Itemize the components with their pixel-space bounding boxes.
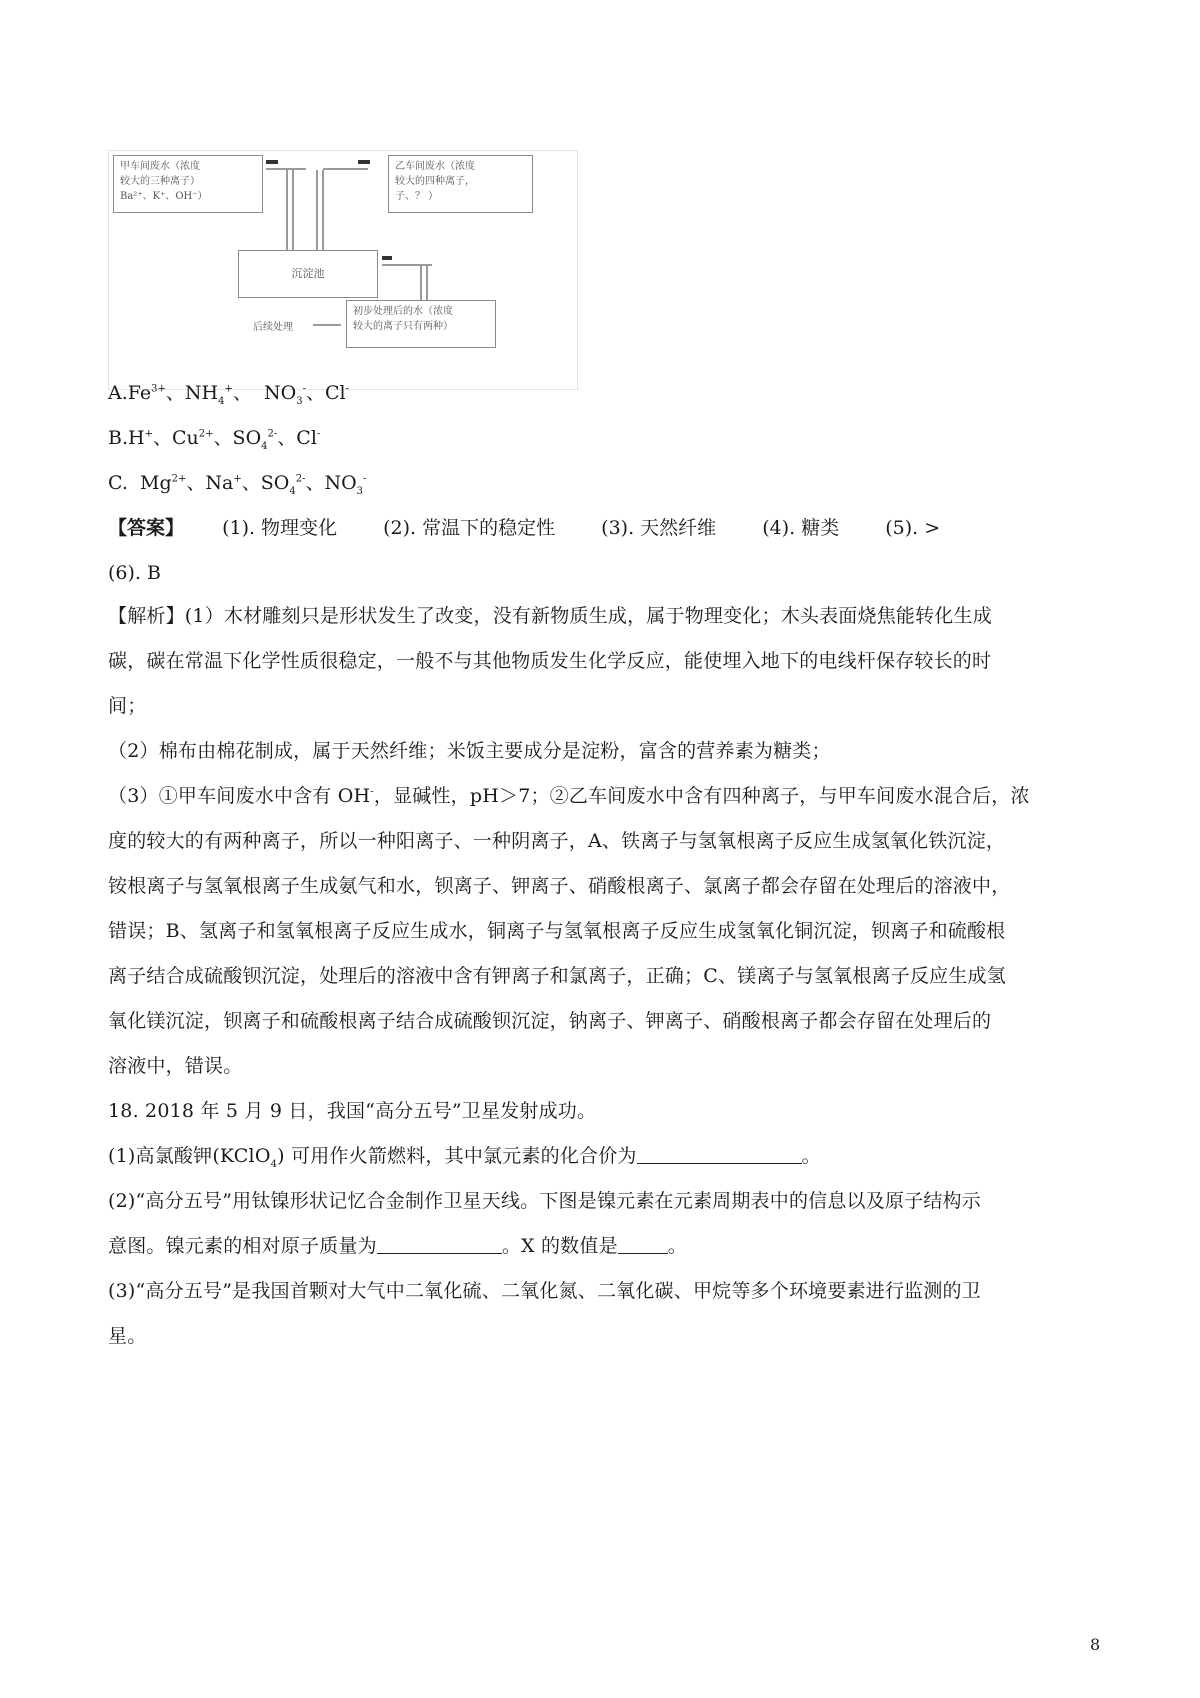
valve-icon [266, 160, 278, 164]
analysis-line-3: 间； [108, 695, 147, 717]
analysis-line-11: 溶液中，错误。 [108, 1055, 243, 1077]
analysis-line-8: 错误；B、氢离子和氢氧根离子反应生成水，铜离子与氢氧根离子反应生成氢氧化铜沉淀，钡离子和硫酸根 [108, 920, 1006, 942]
question-18-part-3-line-2: 星。 [108, 1325, 147, 1347]
option-b-ion-1: H+、 [128, 427, 172, 449]
sedimentation-pool-box [238, 250, 378, 298]
valve-icon [382, 256, 392, 260]
workshop-jia-box [113, 155, 263, 213]
option-a-ion-3: $NO_3^-$、 [263, 382, 325, 407]
option-a [108, 380, 349, 406]
workshop-yi-line-3: 子、？ ） [395, 191, 439, 202]
analysis-line-7: 铵根离子与氢氧根离子生成氨气和水，钡离子、钾离子、硝酸根离子、氯离子都会存留在处理后的溶液中， [108, 875, 1011, 897]
option-b-ion-2: $Cu^{2+}$、 [172, 427, 233, 449]
workshop-jia-line-2: 较大的三种离子） [120, 176, 200, 187]
workshop-jia-line-1: 甲车间废水（浓度 [120, 161, 200, 172]
pipe [286, 170, 288, 250]
pipe [313, 324, 341, 326]
option-a-label: A. [108, 382, 128, 404]
treated-water-line-1: 初步处理后的水（浓度 [353, 306, 453, 317]
treated-water-line-2: 较大的离子只有两种） [353, 321, 453, 332]
workshop-yi-line-1: 乙车间废水（浓度 [395, 161, 475, 172]
option-b-ion-3: $SO_4^{2-}$、 [232, 427, 297, 452]
followup-label: 后续处理 [253, 322, 293, 333]
question-18-part-2-line-2: 意图。镍元素的相对原子质量为 。X 的数值是 。 [108, 1235, 687, 1257]
analysis-line-9: 离子结合成硫酸钡沉淀，处理后的溶液中含有钾离子和氯离子，正确；C、镁离子与氢氧根离子反应生成氢 [108, 965, 1006, 987]
answer-blank[interactable] [618, 1235, 668, 1254]
option-c-ion-1: $Mg^{2+}$、 [139, 472, 206, 494]
page-number: 8 [1090, 1635, 1101, 1654]
analysis-line-10: 氧化镁沉淀，钡离子和硫酸根离子结合成硫酸钡沉淀，钠离子、钾离子、硝酸根离子都会存留在处理后的 [108, 1010, 992, 1032]
answer-blank[interactable] [637, 1145, 802, 1164]
option-a-ion-4: Cl- [324, 382, 349, 404]
answer-item-2: (2). 常温下的稳定性 [383, 517, 556, 539]
analysis-line-6: 度的较大的有两种离子，所以一种阳离子、一种阴离子，A、铁离子与氢氧根离子反应生成氢氧化铁沉淀， [108, 830, 1006, 852]
workshop-yi-line-2: 较大的四种离子， [395, 176, 475, 187]
question-18-title: 18. 2018 年 5 月 9 日，我国“高分五号”卫星发射成功。 [108, 1100, 597, 1122]
option-a-ion-1: $Fe^{3+}$、 [127, 382, 185, 404]
wastewater-flow-diagram [108, 150, 578, 390]
option-a-ion-2: $NH_4^+$、 [184, 382, 264, 407]
option-b [108, 425, 320, 451]
question-18-part-3-line-1: (3)“高分五号”是我国首颗对大气中二氧化硫、二氧化氮、二氧化碳、甲烷等多个环境要素进行监测的卫 [108, 1280, 981, 1302]
answer-item-4: (4). 糖类 [762, 517, 840, 539]
valve-icon [358, 160, 370, 164]
analysis-line-2: 碳，碳在常温下化学性质很稳定，一般不与其他物质发生化学反应，能使埋入地下的电线杆保存较长的时 [108, 650, 992, 672]
workshop-jia-line-3: Ba²⁺、K⁺、OH⁻） [120, 191, 208, 202]
answer-label: 【答案】 [108, 517, 185, 539]
option-c-ion-2: Na+、 [205, 472, 261, 494]
pipe [322, 170, 324, 250]
option-b-ion-4: Cl- [296, 427, 321, 449]
option-b-label: B. [108, 427, 129, 449]
sedimentation-pool-label: 沉淀池 [291, 267, 325, 280]
option-c-ion-4: $NO_3^-$ [324, 472, 367, 497]
workshop-yi-box [388, 155, 533, 213]
pipe [316, 170, 318, 250]
option-c-label: C. [108, 472, 140, 494]
answer-item-1: (1). 物理变化 [222, 517, 338, 539]
answer-item-5: (5). > [885, 517, 941, 539]
option-c-ion-3: $SO_4^{2-}$、 [260, 472, 325, 497]
answer-item-3: (3). 天然纤维 [601, 517, 717, 539]
answer-line [108, 515, 940, 541]
analysis-line-1: 【解析】(1）木材雕刻只是形状发生了改变，没有新物质生成，属于物理变化；木头表面烧焦能转化生成 [108, 605, 992, 627]
question-18-part-2-line-1: (2)“高分五号”用钛镍形状记忆合金制作卫星天线。下图是镍元素在元素周期表中的信息以及原子结构示 [108, 1190, 981, 1212]
answer-item-6: (6). B [108, 562, 161, 584]
question-18-part-1: (1)高氯酸钾(KClO$_4$) 可用作火箭燃料，其中氯元素的化合价为 。 [108, 1145, 821, 1170]
answer-blank[interactable] [377, 1235, 502, 1254]
analysis-line-4: （2）棉布由棉花制成，属于天然纤维；米饭主要成分是淀粉，富含的营养素为糖类； [108, 740, 831, 762]
option-c [108, 470, 366, 496]
pipe [292, 170, 294, 250]
pipe [382, 264, 432, 266]
pipe [323, 168, 368, 170]
treated-water-box [346, 300, 496, 348]
analysis-line-5: （3）①甲车间废水中含有 OH-，显碱性，pH＞7；②乙车间废水中含有四种离子，与甲车间废水混合后，浓 [108, 785, 1030, 807]
